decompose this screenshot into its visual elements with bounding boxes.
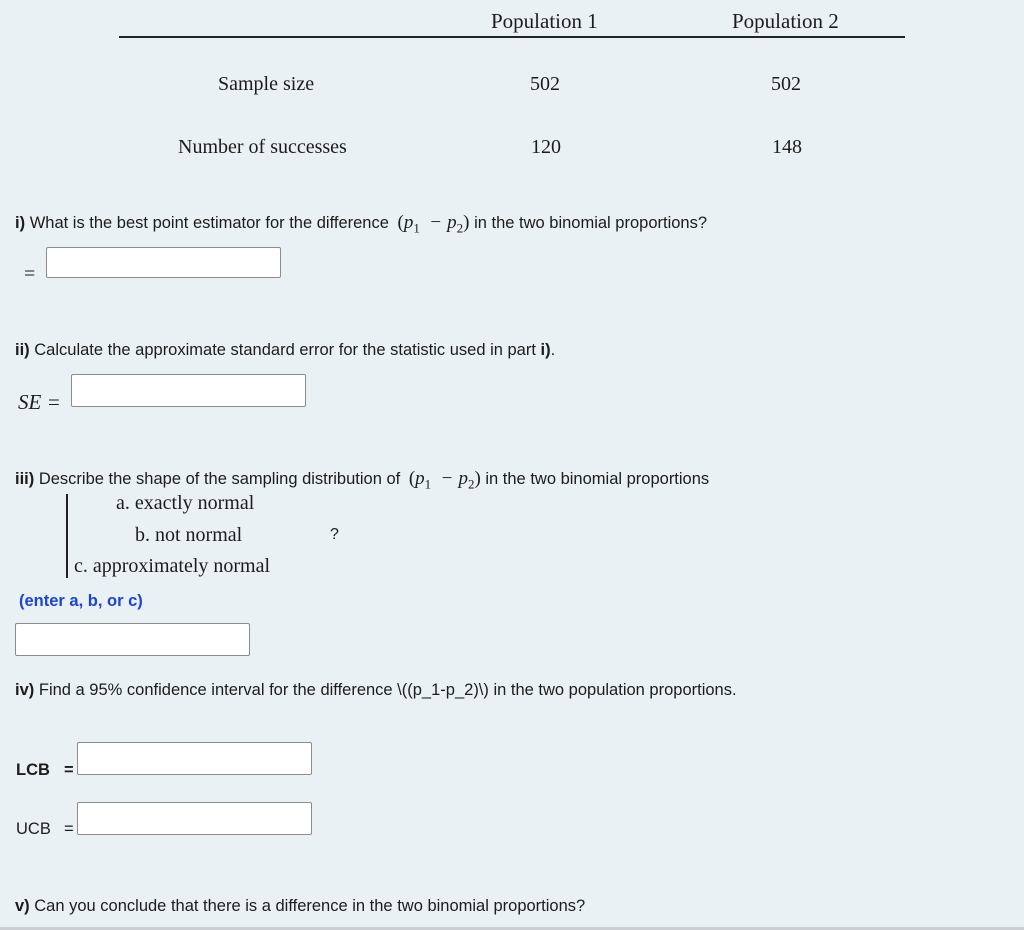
ucb-text: UCB [16,820,51,838]
col1-header: Population 1 [491,9,598,33]
math-minus: − [430,212,442,233]
successes-pop2: 148 [772,136,802,158]
question-v-number: v) [15,897,30,915]
question-ii-text: Calculate the approximate standard error for the statistic used in part [34,341,536,359]
question-iv [15,681,737,700]
row-label-successes: Number of successes [178,136,347,158]
ucb-label [16,820,51,839]
math-sub2: 2 [456,220,464,236]
math-sub1-3: 1 [424,476,432,492]
lcb-equals: = [64,761,74,779]
math-p1-3: p [415,468,425,489]
sample-size-pop2: 502 [771,73,801,95]
col2-header: Population 2 [732,9,839,33]
math-sub1: 1 [413,220,420,236]
lcb-text: LCB [16,761,50,779]
question-i-text: What is the best point estimator for the difference [29,214,389,232]
math-lparen: ( [397,212,404,233]
option-a: a. exactly normal [116,492,255,514]
successes-pop1: 120 [531,136,561,158]
sample-size-pop1: 502 [530,73,560,95]
ucb-input[interactable] [77,802,312,835]
option-b: b. not normal [135,524,243,546]
math-p1: p [403,212,414,233]
question-ii [15,341,555,360]
standard-error-input[interactable] [71,374,306,407]
question-ii-number: ii) [15,341,30,359]
question-v [15,897,585,916]
question-iii-text: Describe the shape of the sampling distribution of [38,470,401,488]
math-lparen-3: ( [408,468,416,489]
question-iii [15,468,709,492]
math-sub2-3: 2 [467,476,475,492]
options-bracket [66,494,68,578]
math-p2-3: p [458,468,468,489]
math-p2: p [447,212,457,233]
question-mark: ? [330,526,339,543]
math-rparen: ) [463,212,470,233]
question-iv-number: iv) [15,681,35,699]
se-lhs: SE = [18,390,61,414]
question-ii-period: . [550,341,556,359]
shape-input[interactable] [15,623,250,656]
question-iv-text: Find a 95% confidence interval for the difference \((p_1-p_2)\) in the two population proportions. [38,681,737,699]
ucb-equals: = [64,820,74,838]
lcb-input[interactable] [77,742,312,775]
math-minus-3: − [441,468,453,489]
lcb-label [16,761,50,780]
question-i-number: i) [15,214,26,232]
equals-sign-i: = [24,263,36,285]
math-rparen-3: ) [474,468,481,489]
table-header-rule [119,36,905,38]
row-label-sample-size: Sample size [218,73,315,95]
se-label [18,390,61,415]
question-ii-ref: i) [540,341,551,359]
question-v-text: Can you conclude that there is a difference in the two binomial proportions? [34,897,586,915]
question-i [15,212,707,236]
question-i-text-end: in the two binomial proportions? [474,214,708,232]
point-estimator-input[interactable] [46,247,281,278]
option-c: c. approximately normal [74,555,271,577]
question-iii-text-end: in the two binomial proportions [485,470,710,488]
shape-hint: (enter a, b, or c) [19,592,143,610]
question-iii-number: iii) [15,470,35,488]
